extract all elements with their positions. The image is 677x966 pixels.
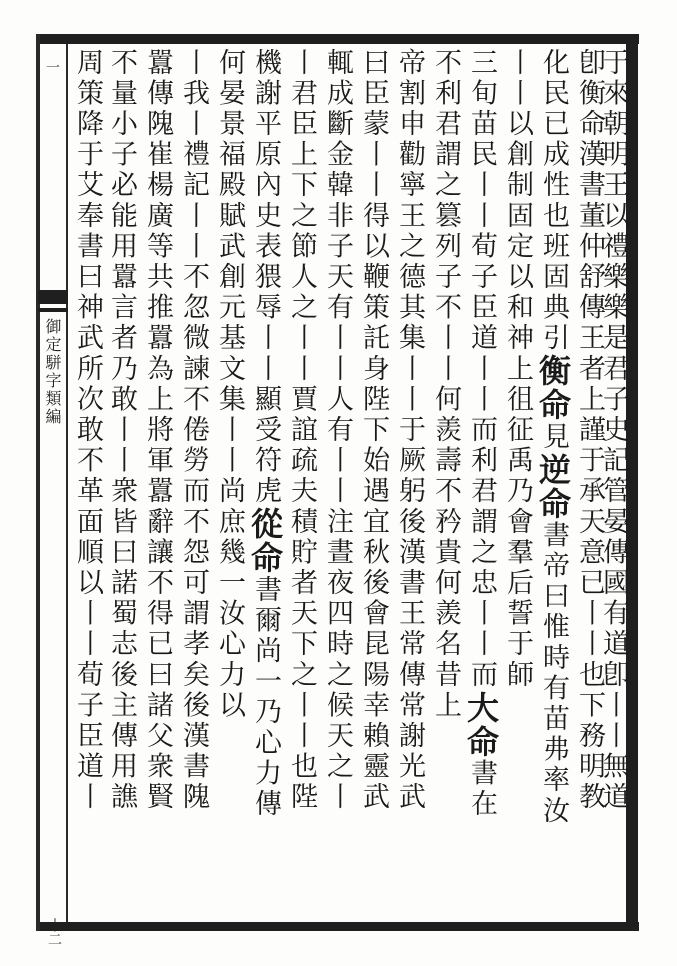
column-3-text: 化民已成性也班固典引 — [538, 48, 569, 354]
column-4-mid: 上 — [502, 354, 533, 385]
top-border — [38, 34, 639, 44]
column-6-tail: 昔上 — [430, 660, 461, 722]
text-column-16: 周策降于艾奉書曰神武所次敢不革面順以丨丨荀子臣道丨 — [72, 48, 103, 813]
text-column-15: 不量小子必能用囂言者乃敢丨丨衆皆曰諾蜀志後主傳用譙 — [106, 48, 137, 813]
column-4-text: 丨丨以創制固定以和神 — [502, 48, 533, 354]
text-column-8: 曰臣蒙丨丨得以鞭策託身陛下始遇宜秋後會昆陽幸賴靈武 — [358, 48, 389, 813]
text-column-12 — [212, 48, 246, 920]
text-column-2: 卽衡命漢書董仲舒傳王者上謹于承天意已丨丨也下務明教 — [574, 48, 605, 813]
column-11-text: 機謝平原內史表猥辱丨丨顯受符虎 — [250, 48, 281, 507]
headword-heng-ming: 衡命 — [534, 354, 572, 422]
margin-top-mark: 一 — [44, 60, 60, 74]
margin-book-title: 御定駢字類編 — [43, 318, 62, 426]
headword-da-ming: 大命 — [462, 690, 500, 759]
text-column-10: 丨君臣上下之節人之丨丨賈誼疏夫積貯者天下之丨丨也陛 — [286, 48, 317, 813]
headword-ni-ming: 逆命 — [534, 452, 572, 521]
column-11-tail: 書爾尚一乃心力傳 — [250, 575, 281, 820]
column-3-tail: 書帝曰惟時有苗弗率汝 — [538, 520, 569, 827]
margin-page-number: 十二 — [46, 918, 62, 946]
left-outer-border — [36, 34, 40, 931]
column-6-text: 不利君謂之篡列子不丨丨何羨壽不矜貴何羨名 — [430, 48, 461, 660]
text-column-1: 于來朝明王以禮樂樂是君子史記管晏傳國有道卽丨丨無道 — [598, 48, 629, 813]
text-column-13: 丨我丨禮記丨丨不忽微諫不倦勞而不怨可謂孝矣後漢書隗 — [178, 48, 209, 813]
text-column-4 — [500, 48, 534, 920]
text-column-6 — [428, 48, 462, 920]
fish-tail-mark — [38, 290, 68, 304]
text-column-7: 帝割申勸寧王之德其集丨丨于厥躬後漢書王常傳常謝光武 — [394, 48, 425, 813]
text-column-3 — [536, 48, 570, 920]
text-column-9: 輒成斷金韓非子天有丨丨人有丨丨注晝夜四時之候天之丨 — [322, 48, 353, 813]
column-12-tail: 尚庶幾一汝心力以 — [214, 476, 245, 722]
headword-cong-ming: 從命 — [246, 507, 284, 575]
left-inner-border — [66, 44, 68, 922]
column-4-tail: 徂征禹乃會羣后誓于師 — [502, 384, 533, 691]
bottom-border — [38, 922, 639, 931]
column-12-text: 何晏景福殿賦武創元基文集丨丨 — [214, 48, 245, 477]
fish-tail-mark-lower — [38, 308, 68, 312]
text-column-11 — [248, 48, 282, 920]
text-column-5 — [464, 48, 498, 920]
column-3-mid: 見 — [538, 422, 569, 453]
column-5-tail: 書在 — [466, 758, 497, 820]
column-5-text: 三旬苗民丨丨荀子臣道丨丨而利君謂之忠丨丨而 — [466, 48, 497, 691]
text-column-14: 囂傳隗崔楊廣等共推囂為上將軍囂辭讓不得已曰諸父衆賢 — [142, 48, 173, 813]
